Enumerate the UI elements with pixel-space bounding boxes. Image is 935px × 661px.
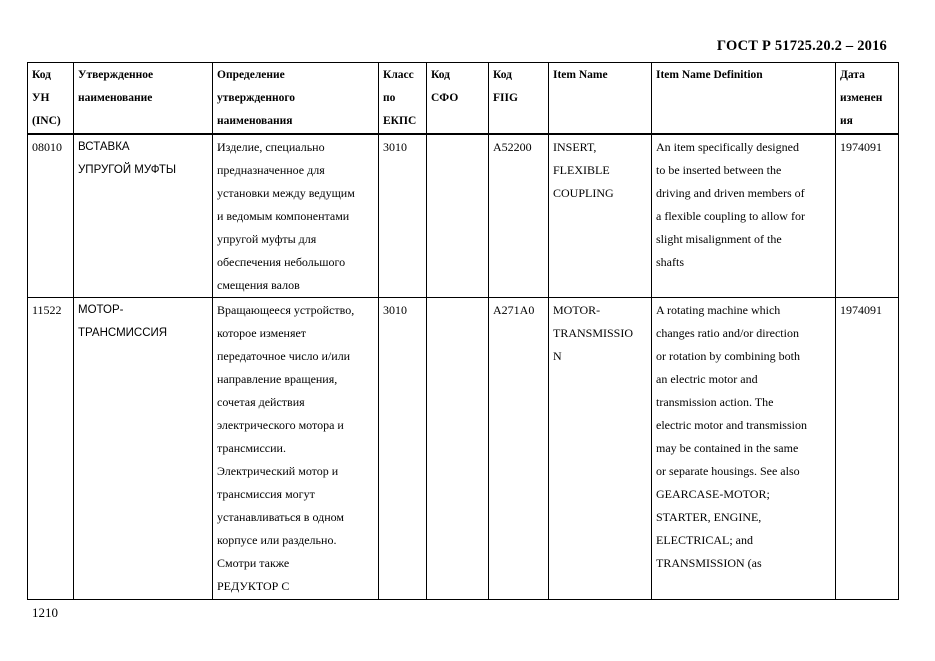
cell-text-line: сочетая действия [217, 395, 305, 409]
cell-ekps-class: 3010 [379, 298, 427, 600]
cell-text-line: FIIG [493, 92, 518, 104]
cell-approved-name [74, 134, 213, 298]
cell-text-line: ТРАНСМИССИЯ [78, 327, 168, 339]
cell-text-line: обеспечения небольшого [217, 255, 346, 269]
column-header-item-name [549, 63, 652, 135]
table-row [28, 134, 899, 298]
cell-text-line: or rotation by combining both [656, 349, 800, 363]
cell-item-name [549, 134, 652, 298]
cell-item-name [549, 298, 652, 600]
cell-text-line: утвержденного [217, 92, 296, 104]
cell-text-line: MOTOR- [553, 303, 601, 317]
cell-text-line: Изделие, специально [217, 140, 325, 154]
cell-text-line: an electric motor and [656, 372, 758, 386]
cell-text-line: упругой муфты для [217, 232, 317, 246]
cell-text-line: FLEXIBLE [553, 163, 610, 177]
cell-text-line: трансмиссия могут [217, 487, 315, 501]
cell-text-line: Электрический мотор и [217, 464, 339, 478]
cell-text-line: slight misalignment of the [656, 232, 782, 246]
cell-text-line: may be contained in the same [656, 441, 799, 455]
cell-text-line: GEARCASE-MOTOR; [656, 487, 770, 501]
column-header-approved-name [74, 63, 213, 135]
cell-text-line: driving and driven members of [656, 186, 805, 200]
cell-text-line: (INC) [32, 115, 61, 127]
cell-text-line: УН [32, 92, 50, 104]
cell-text-line: Код [493, 69, 513, 81]
cell-text-line: смещения валов [217, 278, 300, 292]
cell-fiig-code: A271A0 [489, 298, 549, 600]
cell-item-name-definition [652, 134, 836, 298]
cell-text-line: Определение [217, 69, 285, 81]
cell-ekps-class: 3010 [379, 134, 427, 298]
column-header-change-date [836, 63, 899, 135]
cell-text-line: и ведомым компонентами [217, 209, 350, 223]
cell-text-line: установки между ведущим [217, 186, 355, 200]
page-number: 1210 [32, 605, 58, 620]
cell-sfo-code [427, 298, 489, 600]
document-standard-header: ГОСТ Р 51725.20.2 – 2016 [716, 38, 887, 54]
cell-fiig-code: A52200 [489, 134, 549, 298]
column-header-item-name-definition [652, 63, 836, 135]
cell-text-line: РЕДУКТОР С [217, 579, 290, 593]
cell-change-date: 1974091 [836, 134, 899, 298]
cell-text-line: INSERT, [553, 140, 597, 154]
cell-text-line: передаточное число и/или [217, 349, 351, 363]
cell-item-name-definition [652, 298, 836, 600]
cell-text-line: Item Name Definition [656, 69, 763, 81]
cell-text-line: or separate housings. See also [656, 464, 800, 478]
cell-text-line: которое изменяет [217, 326, 307, 340]
cell-inc-code: 11522 [28, 298, 74, 600]
cell-text-line: корпусе или раздельно. [217, 533, 337, 547]
cell-text-line: по [383, 92, 396, 104]
column-header-ekps-class [379, 63, 427, 135]
cell-change-date: 1974091 [836, 298, 899, 600]
cell-text-line: Код [32, 69, 52, 81]
cell-text-line: N [553, 349, 562, 363]
cell-text-line: Item Name [553, 69, 608, 81]
column-header-fiig-code [489, 63, 549, 135]
table-header-row [28, 63, 899, 135]
cell-text-line: трансмиссии. [217, 441, 286, 455]
cell-text-line: Смотри также [217, 556, 290, 570]
cell-sfo-code [427, 134, 489, 298]
cell-text-line: наименование [78, 92, 153, 104]
cell-inc-code: 08010 [28, 134, 74, 298]
cell-text-line: TRANSMISSION (as [656, 556, 762, 570]
cell-text-line: УПРУГОЙ МУФТЫ [78, 164, 177, 176]
cell-text-line: изменен [840, 92, 883, 104]
cell-text-line: МОТОР- [78, 304, 124, 316]
cell-text-line: наименования [217, 115, 293, 127]
cell-text-line: Дата [840, 69, 865, 81]
column-header-inc-code [28, 63, 74, 135]
cell-text-line: предназначенное для [217, 163, 325, 177]
cell-text-line: ВСТАВКА [78, 141, 130, 153]
cell-text-line: СФО [431, 92, 459, 104]
cell-text-line: устанавливаться в одном [217, 510, 345, 524]
cell-text-line: to be inserted between the [656, 163, 782, 177]
cell-text-line: Утвержденное [78, 69, 154, 81]
cell-text-line: An item specifically designed [656, 140, 799, 154]
cell-text-line: ELECTRICAL; and [656, 533, 753, 547]
cell-text-line: Вращающееся устройство, [217, 303, 355, 317]
cell-text-line: электрического мотора и [217, 418, 344, 432]
cell-name-definition [213, 134, 379, 298]
classification-table [27, 62, 899, 600]
cell-name-definition [213, 298, 379, 600]
cell-text-line: направление вращения, [217, 372, 338, 386]
cell-text-line: Класс [383, 69, 414, 81]
cell-text-line: ЕКПС [383, 115, 417, 127]
cell-text-line: a flexible coupling to allow for [656, 209, 805, 223]
cell-text-line: A rotating machine which [656, 303, 781, 317]
cell-text-line: Код [431, 69, 451, 81]
cell-text-line: COUPLING [553, 186, 614, 200]
cell-text-line: changes ratio and/or direction [656, 326, 799, 340]
cell-text-line: transmission action. The [656, 395, 774, 409]
cell-text-line: shafts [656, 255, 684, 269]
cell-text-line: electric motor and transmission [656, 418, 807, 432]
cell-approved-name [74, 298, 213, 600]
table-row [28, 298, 899, 600]
column-header-sfo-code [427, 63, 489, 135]
cell-text-line: STARTER, ENGINE, [656, 510, 762, 524]
cell-text-line: TRANSMISSIO [553, 326, 634, 340]
cell-text-line: ия [840, 115, 853, 127]
column-header-name-definition [213, 63, 379, 135]
